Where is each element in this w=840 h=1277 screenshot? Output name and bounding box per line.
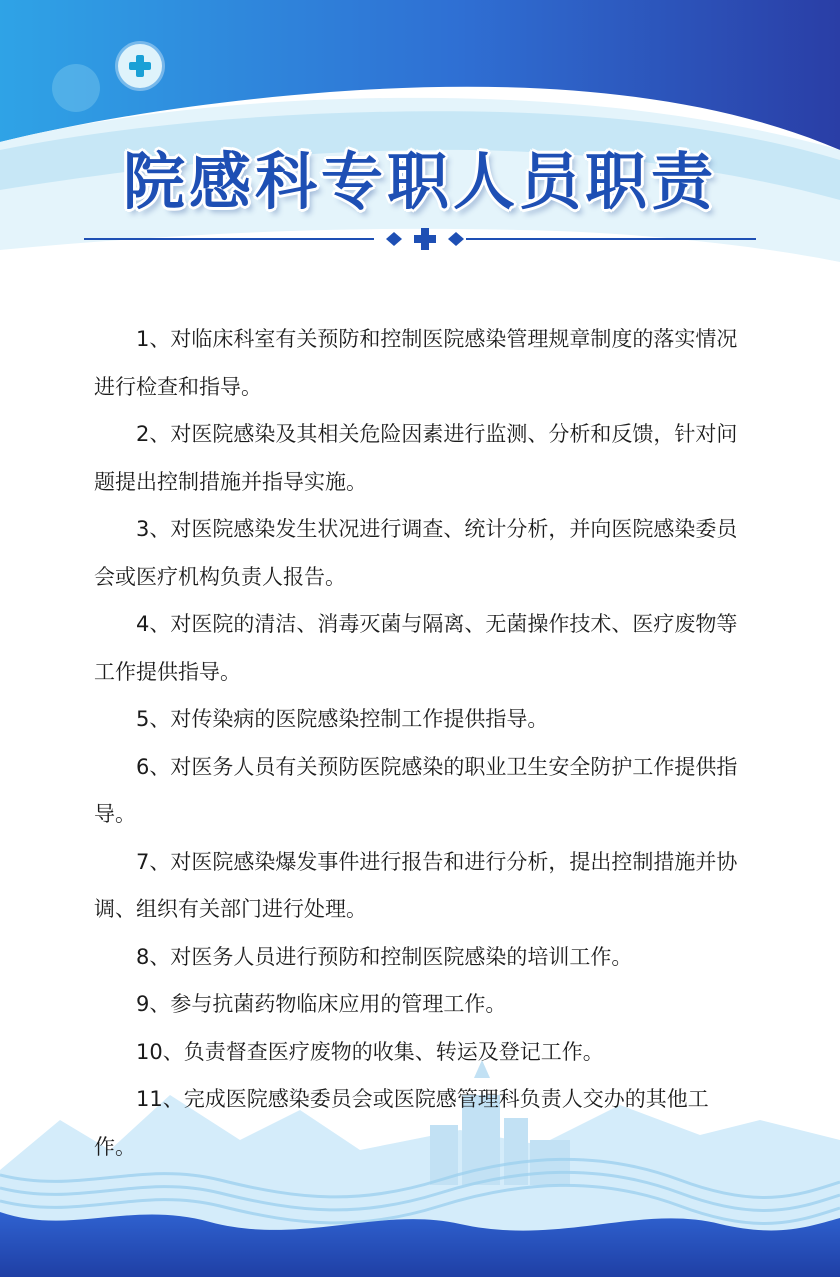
medical-cross-icon <box>118 44 162 88</box>
duty-item-5: 5、对传染病的医院感染控制工作提供指导。 <box>136 707 549 731</box>
page-title: 院感科专职人员职责 <box>122 145 717 218</box>
duty-item-4: 4、对医院的清洁、消毒灭菌与隔离、无菌操作技术、医疗废物等工作提供指导。 <box>94 612 738 684</box>
diamond-left-icon <box>386 232 402 246</box>
cross-icon <box>414 228 436 250</box>
duty-item-2: 2、对医院感染及其相关危险因素进行监测、分析和反馈，针对问题提出控制措施并指导实施。 <box>94 422 738 494</box>
duty-item-7: 7、对医院感染爆发事件进行报告和进行分析，提出控制措施并协调、组织有关部门进行处理。 <box>94 849 738 921</box>
duty-item-8: 8、对医务人员进行预防和控制医院感染的培训工作。 <box>136 944 633 969</box>
duty-item-9: 9、参与抗菌药物临床应用的管理工作。 <box>136 992 507 1016</box>
duties-list <box>94 316 750 1171</box>
title-divider <box>84 226 756 252</box>
duty-item-6: 6、对医务人员有关预防医院感染的职业卫生安全防护工作提供指导。 <box>94 754 738 826</box>
diamond-right-icon <box>448 232 464 246</box>
duty-item-3: 3、对医院感染发生状况进行调查、统计分析，并向医院感染委员会或医疗机构负责人报告。 <box>94 517 738 589</box>
plus-badge-halo <box>52 64 100 112</box>
duty-item-10: 10、负责督查医疗废物的收集、转运及登记工作。 <box>136 1039 604 1064</box>
duty-item-1: 1、对临床科室有关预防和控制医院感染管理规章制度的落实情况进行检查和指导。 <box>94 327 738 399</box>
duty-item-11: 11、完成医院感染委员会或医院感管理科负责人交办的其他工作。 <box>94 1087 709 1159</box>
